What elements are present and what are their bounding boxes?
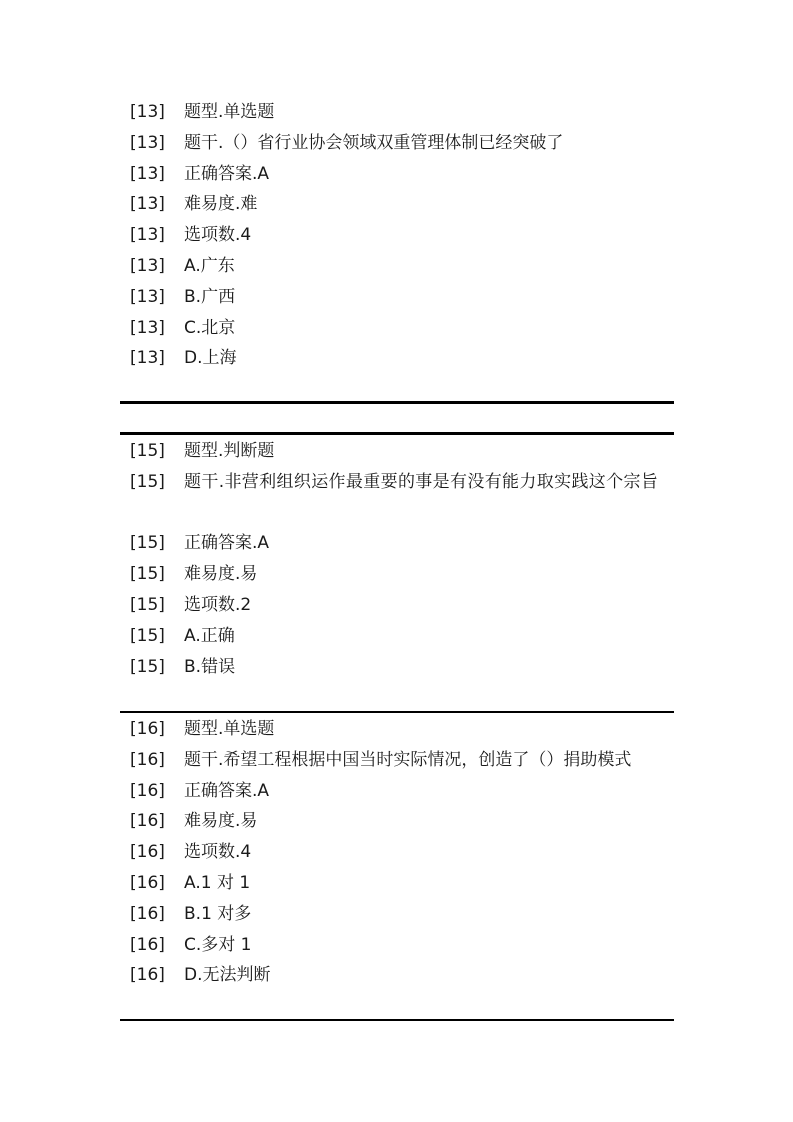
question-stem: 题干.希望工程根据中国当时实际情况，创造了（）捐助模式: [184, 749, 632, 770]
question-line: [120, 220, 674, 251]
question-number: [15]: [130, 471, 165, 492]
question-number: [13]: [130, 348, 165, 369]
question-number: [16]: [130, 842, 165, 863]
question-number: [13]: [130, 255, 165, 276]
question-number: [16]: [130, 749, 165, 770]
option-count: 选项数.4: [184, 842, 252, 863]
question-line: [120, 282, 674, 313]
correct-answer: 正确答案.A: [184, 780, 270, 801]
option-a: A.正确: [184, 625, 235, 646]
option-count: 选项数.4: [184, 225, 252, 246]
question-number: [13]: [130, 163, 165, 184]
question-number: [15]: [130, 625, 165, 646]
question-number: [13]: [130, 317, 165, 338]
question-line: [120, 899, 674, 930]
option-c: C.多对 1: [184, 934, 252, 955]
question-line: [120, 837, 674, 868]
question-line: [120, 436, 674, 467]
question-type: 题型.判断题: [184, 441, 275, 461]
option-a: A.广东: [184, 255, 235, 276]
option-count: 选项数.2: [184, 594, 252, 615]
question-number: [16]: [130, 719, 165, 739]
question-line: [120, 189, 674, 220]
option-b: B.1 对多: [184, 903, 252, 924]
separator-rule: [120, 1019, 674, 1021]
question-block-16: [120, 714, 674, 991]
separator-rule: [120, 711, 674, 713]
question-line: [120, 745, 674, 776]
difficulty: 难易度.易: [184, 564, 258, 585]
question-number: [13]: [130, 132, 165, 153]
difficulty: 难易度.易: [184, 811, 258, 832]
question-number: [16]: [130, 780, 165, 801]
question-line: [120, 714, 674, 745]
question-line: [120, 960, 674, 991]
question-type: 题型.单选题: [184, 102, 275, 122]
option-a: A.1 对 1: [184, 872, 251, 893]
question-number: [15]: [130, 533, 165, 554]
separator-rule: [120, 432, 674, 435]
question-line: [120, 343, 674, 374]
question-number: [15]: [130, 656, 165, 677]
question-block-13: [120, 97, 674, 374]
question-line: [120, 313, 674, 344]
question-line: [120, 97, 674, 128]
question-number: [16]: [130, 872, 165, 893]
difficulty: 难易度.难: [184, 194, 258, 215]
question-number: [15]: [130, 441, 165, 461]
option-b: B.错误: [184, 656, 236, 677]
question-number: [15]: [130, 564, 165, 585]
correct-answer: 正确答案.A: [184, 533, 270, 554]
question-number: [16]: [130, 903, 165, 924]
separator-rule: [120, 401, 674, 404]
question-number: [15]: [130, 594, 165, 615]
question-line: [120, 868, 674, 899]
question-line: [120, 559, 674, 590]
question-line: [120, 930, 674, 961]
question-block-15: [120, 436, 674, 682]
question-line: [120, 776, 674, 807]
question-stem: 题干.非营利组织运作最重要的事是有没有能力取实践这个宗旨: [184, 471, 659, 492]
question-type: 题型.单选题: [184, 719, 275, 739]
question-number: [16]: [130, 934, 165, 955]
question-line: [120, 652, 674, 683]
question-number: [16]: [130, 965, 165, 986]
option-d: D.无法判断: [184, 965, 271, 986]
question-number: [13]: [130, 225, 165, 246]
option-c: C.北京: [184, 317, 236, 338]
question-stem: 题干.（）省行业协会领域双重管理体制已经突破了: [184, 132, 564, 153]
question-line: [120, 621, 674, 652]
question-line: [120, 590, 674, 621]
question-line: [120, 806, 674, 837]
question-line: [120, 528, 674, 559]
option-d: D.上海: [184, 348, 237, 369]
question-number: [13]: [130, 102, 165, 122]
question-line: [120, 159, 674, 190]
correct-answer: 正确答案.A: [184, 163, 270, 184]
question-line: [120, 467, 674, 529]
question-line: [120, 128, 674, 159]
option-b: B.广西: [184, 286, 236, 307]
question-number: [13]: [130, 194, 165, 215]
question-number: [16]: [130, 811, 165, 832]
question-line: [120, 251, 674, 282]
question-number: [13]: [130, 286, 165, 307]
